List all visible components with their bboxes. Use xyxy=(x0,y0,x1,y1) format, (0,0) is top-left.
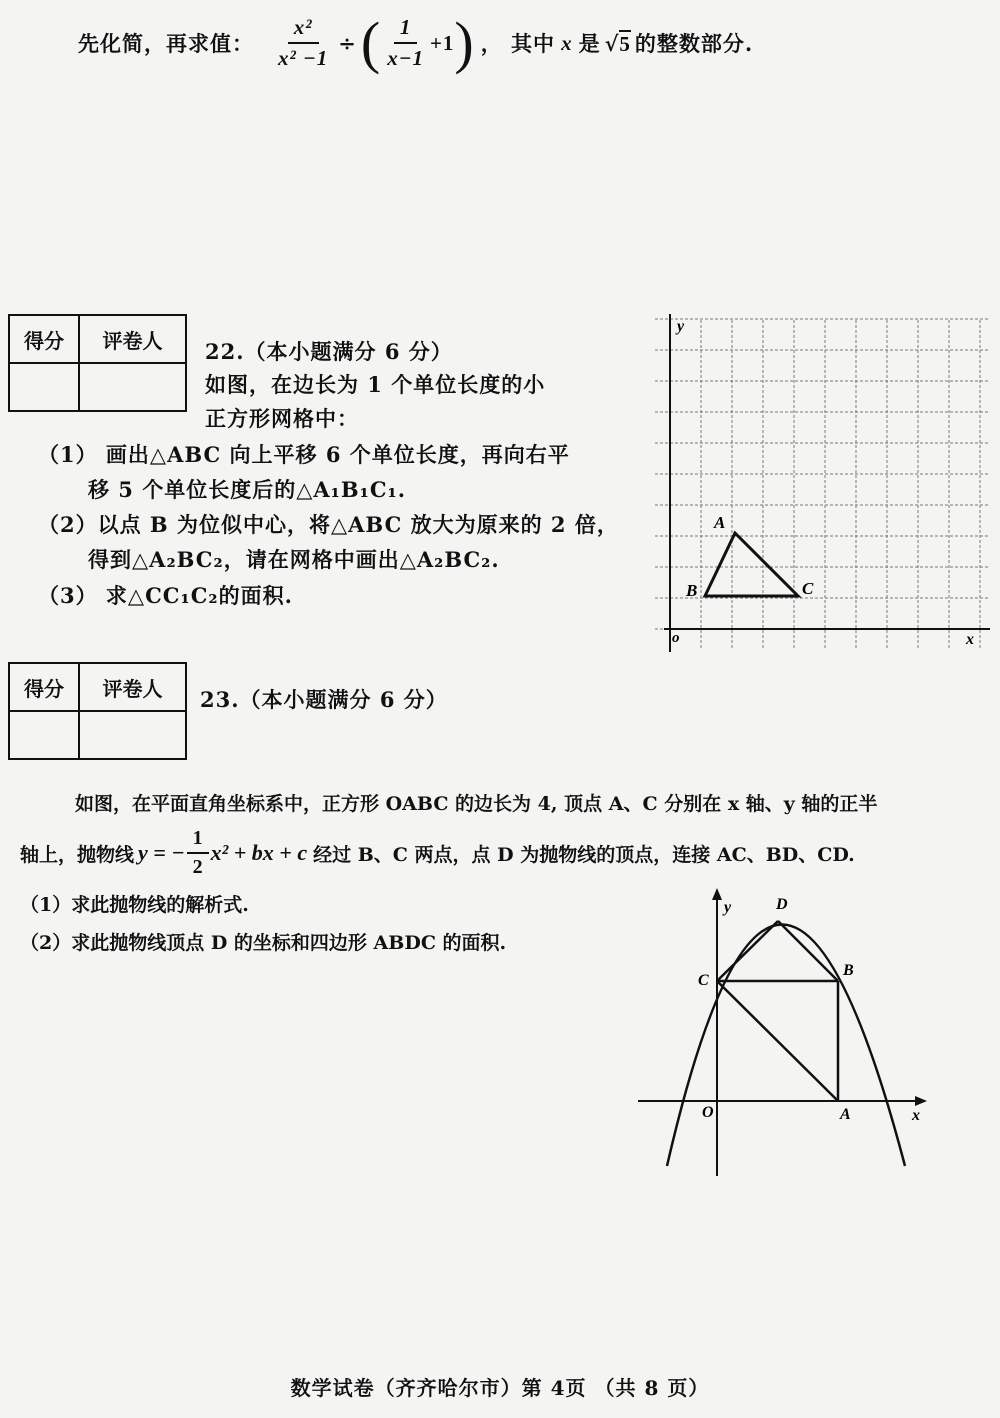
q22-part1-line2: 移 5 个单位长度后的△A₁B₁C₁. xyxy=(88,477,407,502)
q21-left-paren: ( xyxy=(360,10,382,75)
q21-frac1-num: x² xyxy=(288,15,319,44)
triangle-abc xyxy=(705,533,798,596)
q23-half-fraction xyxy=(187,827,209,879)
q21-tail-b: 是 xyxy=(578,31,601,56)
q21-sqrt-arg: 5 xyxy=(619,31,631,56)
grid-y-label: y xyxy=(677,318,685,335)
q23-part1: （1）求此抛物线的解析式. xyxy=(20,894,249,916)
page-footer: 数学试卷（齐齐哈尔市）第 4页 （共 8 页） xyxy=(290,1376,710,1400)
fig-d-label: D xyxy=(776,896,788,913)
fig-y-label: y xyxy=(724,899,732,916)
q22-part2-line1: （2）以点 B 为位似中心，将△ABC 放大为原来的 2 倍， xyxy=(38,512,619,537)
q22-intro-line2: 正方形网格中： xyxy=(205,406,359,431)
q22-score-table xyxy=(8,314,187,412)
grid-lines xyxy=(655,319,988,650)
q21-lead: 先化简，再求值： xyxy=(78,31,254,56)
q21-sqrt-sign: √ xyxy=(604,30,620,56)
parabola-curve xyxy=(667,925,905,1167)
q23-heading: 23.（本小题满分 6 分） xyxy=(200,687,448,712)
q23-half-num: 1 xyxy=(187,827,209,854)
fig-c-label: C xyxy=(698,972,709,989)
q21-tail-var: x xyxy=(561,30,573,55)
score-cell[interactable] xyxy=(9,363,79,411)
grader-cell[interactable] xyxy=(79,711,186,759)
q21-fraction-2 xyxy=(381,15,430,71)
q22-grid-figure xyxy=(650,312,995,657)
fig-x-label: x xyxy=(912,1107,920,1124)
q21-frac2-den: x−1 xyxy=(387,46,424,70)
fig-o-label: O xyxy=(702,1104,714,1121)
fig-a-label: A xyxy=(840,1106,851,1123)
segment-cd xyxy=(717,921,778,981)
q23-parabola-figure xyxy=(630,886,930,1176)
q22-intro-line1: 如图，在边长为 1 个单位长度的小 xyxy=(205,372,546,397)
y-axis-arrow xyxy=(712,888,722,900)
q22-part1-line1: （1） 画出△ABC 向上平移 6 个单位长度，再向右平 xyxy=(38,442,570,467)
q21-tail-c: 的整数部分. xyxy=(634,31,754,56)
grid-point-c: C xyxy=(802,579,814,598)
grid-point-b: B xyxy=(686,581,698,600)
q22-heading: 22.（本小题满分 6 分） xyxy=(205,339,453,364)
grader-header: 评卷人 xyxy=(79,315,186,363)
score-header: 得分 xyxy=(9,315,79,363)
x-axis-arrow xyxy=(915,1096,927,1106)
score-header: 得分 xyxy=(9,663,79,711)
q23-part2: （2）求此抛物线顶点 D 的坐标和四边形 ABDC 的面积. xyxy=(20,932,507,954)
q21-tail-a: ， 其中 xyxy=(480,31,556,56)
fig-b-label: B xyxy=(843,962,854,979)
q21-frac1-den: x² −1 xyxy=(278,46,329,70)
segment-ca xyxy=(717,981,838,1101)
q21-fraction-1 xyxy=(272,15,334,71)
q21-div-sign: ÷ xyxy=(338,30,357,56)
q22-part3: （3） 求△CC₁C₂的面积. xyxy=(38,583,293,608)
q21-plus-one: +1 xyxy=(429,30,455,55)
q22-part2-line2: 得到△A₂BC₂，请在网格中画出△A₂BC₂. xyxy=(88,547,500,572)
q23-score-table xyxy=(8,662,187,760)
grader-header: 评卷人 xyxy=(79,663,186,711)
q21-expression xyxy=(78,8,753,78)
q23-line2 xyxy=(20,823,855,883)
q23-line2-rest: x² + bx + c xyxy=(210,840,308,865)
q21-right-paren: ) xyxy=(454,10,475,75)
q23-line2-b: 经过 B、C 两点，点 D 为抛物线的顶点，连接 AC、BD、CD. xyxy=(313,843,855,866)
q21-frac2-num: 1 xyxy=(394,15,418,44)
q23-line1: 如图，在平面直角坐标系中，正方形 OABC 的边长为 4, 顶点 A、C 分别在 x 轴、y 轴的正半 xyxy=(75,793,878,815)
grid-point-a: A xyxy=(714,513,726,532)
grid-origin-label: o xyxy=(672,630,680,646)
segment-bd xyxy=(778,921,838,981)
q23-line2-a: 轴上，抛物线 xyxy=(20,843,135,866)
score-cell[interactable] xyxy=(9,711,79,759)
q23-half-den: 2 xyxy=(192,856,203,878)
grid-x-label: x xyxy=(966,631,974,648)
grader-cell[interactable] xyxy=(79,363,186,411)
q23-line2-y: y = − xyxy=(138,840,185,865)
